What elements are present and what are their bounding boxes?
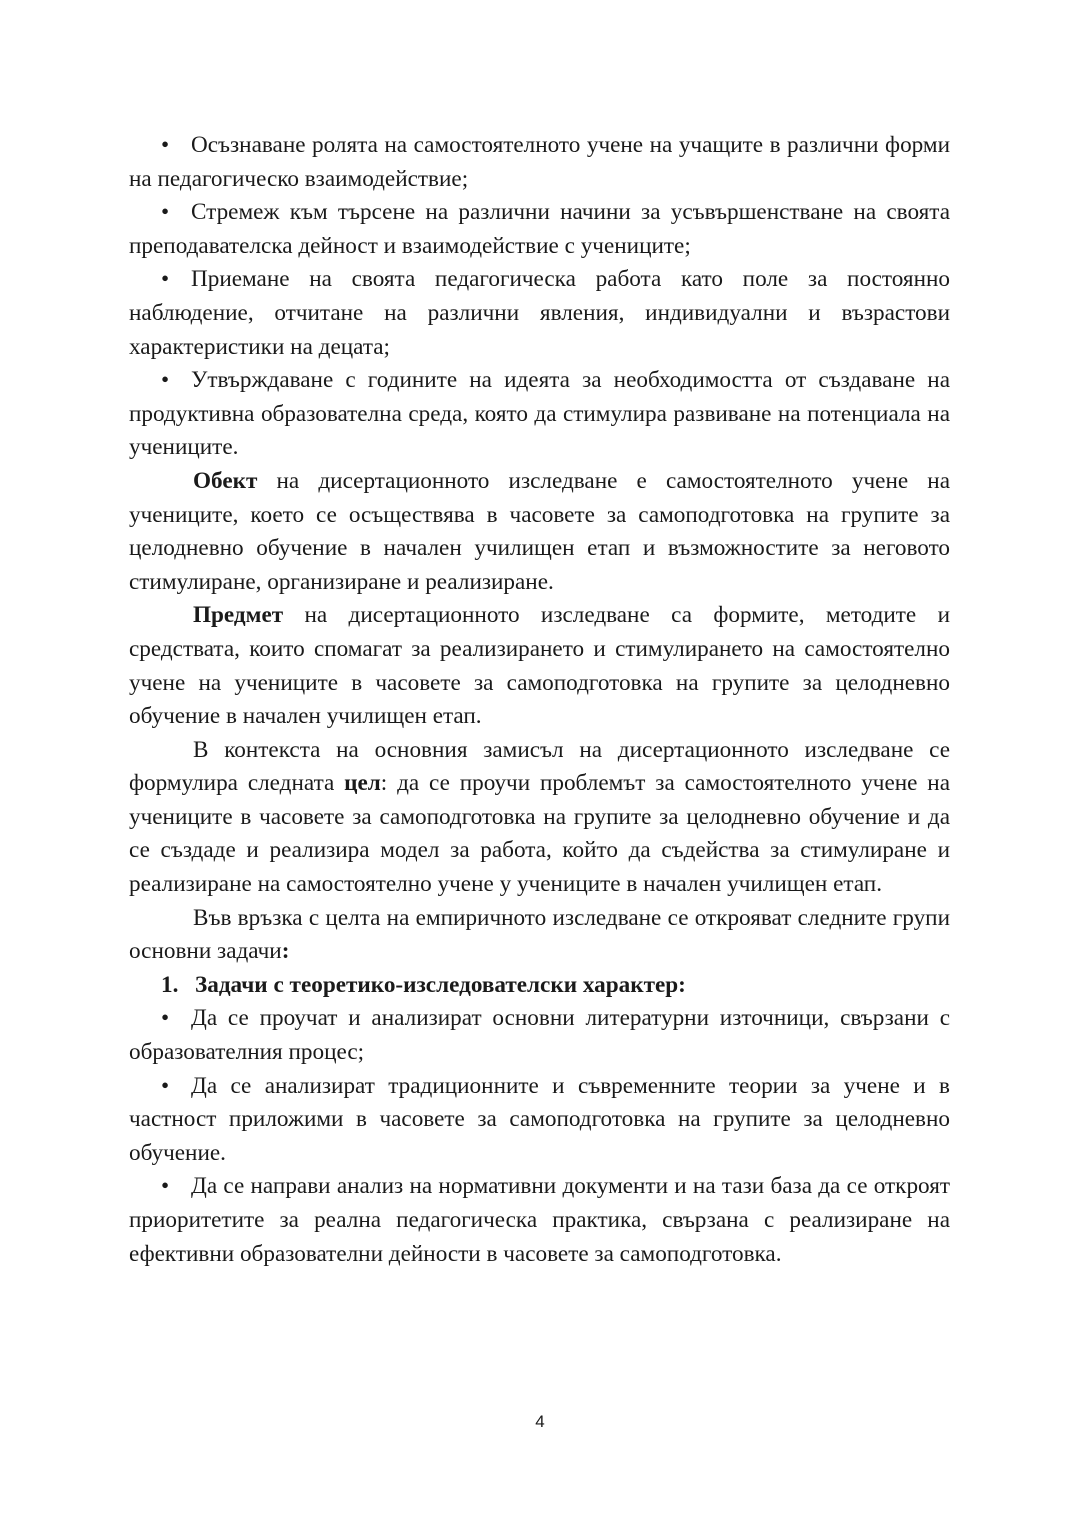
subject-term: Предмет [193,602,284,629]
bullet-text: Да се направи анализ на нормативни документи и на тази база да се откроят приоритетите за реална педагогическа практика, свързана с реализиране на ефективни образователни дейности в часовете за самоподготовка. [129,1173,950,1267]
tasks-text: Във връзка с целта на емпиричното изследване се открояват следните групи основни задачи [129,904,950,965]
bullet-dot-icon: • [161,1173,170,1200]
bullet-dot-icon: • [161,199,170,226]
bullet-item [129,263,950,364]
bullet-text: Утвърждаване с годините на идеята за необходимостта от създаване на продуктивна образователна среда, която да стимулира развиване на потенциала на учениците. [129,367,950,461]
bullet-dot-icon: • [161,132,170,158]
heading-number: 1. [161,971,179,998]
bullet-text: Стремеж към търсене на различни начини за усъвършенстване на своята преподавателска дейност и взаимодействие с учениците; [129,199,950,259]
bullet-text: Да се анализират традиционните и съвременните теории за учене и в частност приложими в часовете за самоподготовка на групите за целодневно обучение. [129,1072,950,1166]
document-page [129,129,950,1271]
bullet-item [129,1002,950,1069]
bullet-item [129,364,950,465]
bullet-item [129,196,950,263]
bullet-dot-icon: • [161,1072,170,1099]
heading-text: Задачи с теоретико-изследователски характер: [195,971,686,998]
object-text: на дисертационното изследване е самостоятелното учене на учениците, което се осъществява в часовете за самоподготовка на групите за целодневно обучение в начален училищен етап и възможностите за неговото стимулиране, организиране и реализиране. [129,467,950,595]
goal-text-before: В контекста на основния замисъл на дисертационното изследване се формулира следната [129,736,950,797]
bullet-text: Да се проучат и анализират основни литературни източници, свързани с образователния процес; [129,1005,950,1066]
subject-paragraph [129,599,950,733]
bullet-item [129,1070,950,1171]
bullet-dot-icon: • [161,1005,170,1032]
bullet-text: Приемане на своята педагогическа работа като поле за постоянно наблюдение, отчитане на различни явления, индивидуални и възрастови характеристики на децата; [129,266,950,360]
tasks-paragraph [129,902,950,969]
numbered-heading [129,969,950,1003]
bullet-text: Осъзнаване ролята на самостоятелното учене на учащите в различни форми на педагогическо взаимодействие; [129,132,950,192]
object-term: Обект [193,467,258,494]
object-paragraph [129,465,950,599]
goal-term: цел [344,770,381,797]
goal-paragraph [129,734,950,902]
tasks-colon: : [281,938,290,965]
subject-text: на дисертационното изследване са формите, методите и средствата, които спомагат за реализирането и стимулирането на самостоятелно учене на учениците в часовете за самоподготовка на групите за целодневно обучение в начален училищен етап. [129,602,950,730]
page-number: 4 [535,1412,545,1431]
bullet-dot-icon: • [161,367,170,394]
bullet-dot-icon: • [161,266,170,293]
bullet-item [129,129,950,196]
bullet-item [129,1170,950,1271]
goal-text-after: : да се проучи проблемът за самостоятелното учене на учениците в часовете за самоподготовка на групите за целодневно обучение и да се създаде и реализира модел за работа, който да съдейства за стимулиране и реализиране на самостоятелно учене у учениците в начален училищен етап. [129,770,950,898]
